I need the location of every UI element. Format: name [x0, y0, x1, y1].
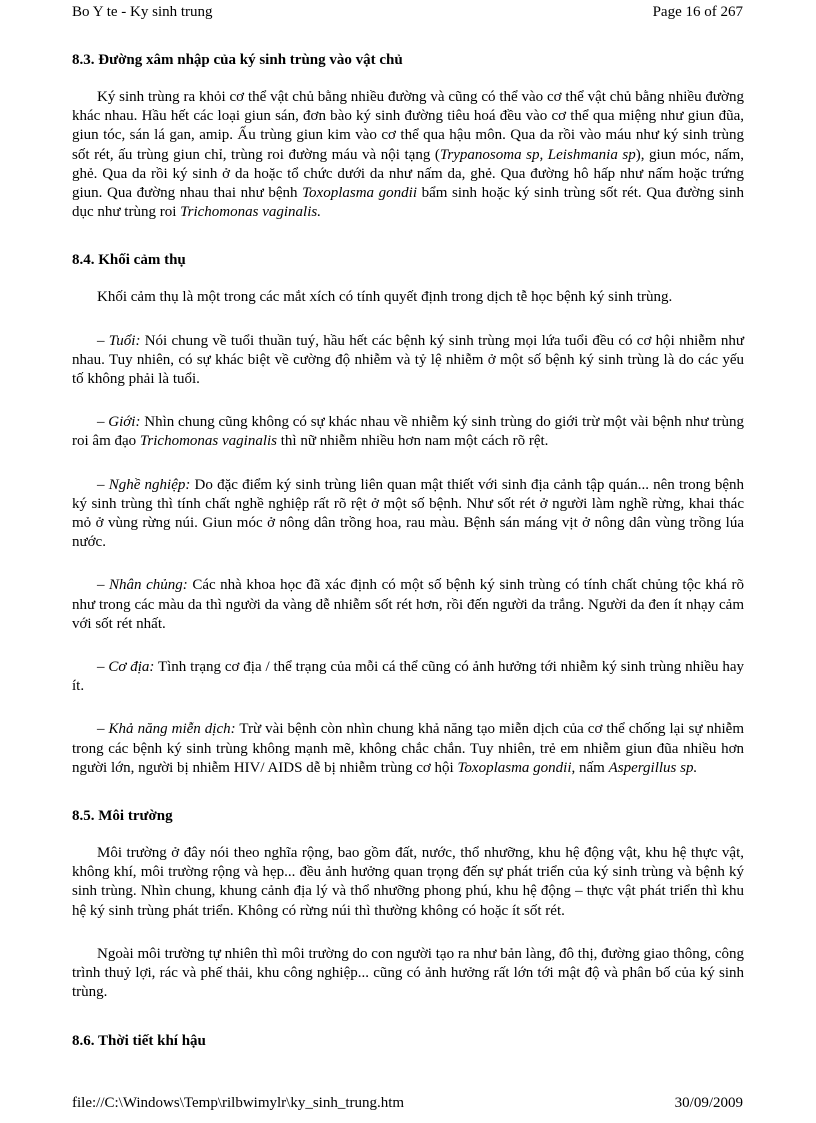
paragraph-immunity: – Khả năng miễn dịch: Trừ vài bệnh còn nhìn chung khả năng tạo miễn dịch của cơ thể chống lại sự nhiễm trong các bệnh ký sinh trùng không mạnh mẽ, không chắc chắn. Tuy nhiên, trẻ em nhiễm giun đũa nhiều hơn người lớn, người bị nhiễm HIV/ AIDS dễ bị nhiễm trùng cơ hội Toxoplasma gondii, nấm Aspergillus sp.	[72, 721, 744, 776]
paragraph-environment-2: Ngoài môi trường tự nhiên thì môi trường do con người tạo ra như bản làng, đô thị, đường giao thông, công trình thuỷ lợi, rác và phế thải, khu công nghiệp... cũng có ảnh hưởng rất lớn tới mật độ và phân bố của ký sinh trùng.	[72, 945, 744, 1001]
heading-8-3: 8.3. Đường xâm nhập của ký sinh trùng vào vật chủ	[72, 52, 403, 68]
paragraph-environment-1: Môi trường ở đây nói theo nghĩa rộng, bao gồm đất, nước, thổ nhưỡng, khu hệ động vật, khu hệ thực vật, không khí, môi trường rộng và hẹp... đều ảnh hưởng quan trọng đến sự phát triển của ký sinh trùng và bệnh ký sinh trùng. Nhìn chung, khung cảnh địa lý và thổ nhưỡng phong phú, khu hệ động – thực vật phát triển thì khu hệ ký sinh trùng phát triển. Không có rừng núi thì thường không có hoặc ít sốt rét.	[72, 845, 744, 919]
paragraph-transmission-routes: Ký sinh trùng ra khỏi cơ thể vật chủ bằng nhiều đường và cũng có thể vào cơ thể vật chủ bằng nhiều đường khác nhau. Hầu hết các loại giun sán, đơn bào ký sinh đường tiêu hoá đều vào cơ thể qua miệng như giun đũa, giun tóc, sán lá gan, amip. Ấu trùng giun kim vào cơ thể qua hậu môn. Qua da rồi vào máu như ký sinh trùng sốt rét, ấu trùng giun chỉ, trùng roi đường máu và nội tạng (Trypanosoma sp, Leishmania sp), giun móc, nấm, ghẻ. Qua da rồi ký sinh ở da hoặc tổ chức dưới da như nấm da, ghẻ. Qua đường hô hấp như nấm hoặc trứng giun. Qua đường nhau thai như bệnh Toxoplasma gondii bẩm sinh hoặc ký sinh trùng sốt rét. Qua đường sinh dục như trùng roi Trichomonas vaginalis.	[72, 89, 745, 221]
heading-8-6: 8.6. Thời tiết khí hậu	[72, 1032, 206, 1049]
footer-file-path: file://C:\Windows\Temp\rilbwimylr\ky_sinh_trung.htm	[72, 1095, 405, 1111]
paragraph-sex: – Giới: Nhìn chung cũng không có sự khác nhau về nhiễm ký sinh trùng do giới trừ một vài bệnh như trùng roi âm đạo Trichomonas vaginalis thì nữ nhiễm nhiều hơn nam một cách rõ rệt.	[72, 414, 745, 450]
heading-8-5: 8.5. Môi trường	[72, 808, 173, 825]
paragraph-race: – Nhân chủng: Các nhà khoa học đã xác định có một số bệnh ký sinh trùng có tính chất chủng tộc khá rõ như trong các màu da thì người da vàng dễ nhiễm sốt rét hơn, rồi đến người da trắng. Người da đen ít nhạy cảm với sốt rét nhất.	[72, 577, 744, 632]
page-number: Page 16 of 267	[652, 4, 743, 20]
document-body	[72, 50, 744, 1051]
paragraph-occupation: – Nghề nghiệp: Do đặc điểm ký sinh trùng liên quan mật thiết với sinh địa cảnh tập quán... nên trong bệnh ký sinh trùng thì tính chất nghề nghiệp rất rõ rệt ở một số bệnh. Như sốt rét ở người làm nghề rừng, khai thác mỏ ở vùng rừng núi. Giun móc ở nông dân trồng hoa, rau màu. Bệnh sán máng vịt ở nông dân vùng trồng lúa nước.	[72, 476, 744, 551]
paragraph-susceptible-intro: Khối cảm thụ là một trong các mắt xích có tính quyết định trong dịch tễ học bệnh ký sinh trùng.	[97, 289, 673, 306]
footer-date: 30/09/2009	[674, 1095, 743, 1111]
paragraph-age: – Tuổi: Nói chung về tuổi thuần tuý, hầu hết các bệnh ký sinh trùng mọi lứa tuổi đều có cơ hội nhiễm như nhau. Tuy nhiên, có sự khác biệt về cường độ nhiễm và tỷ lệ nhiễm ở một số bệnh ký sinh trùng là do các yếu tố không phải là tuổi.	[72, 332, 744, 388]
heading-8-4: 8.4. Khối cảm thụ	[72, 252, 186, 269]
header-title: Bo Y te - Ky sinh trung	[72, 4, 213, 20]
paragraph-constitution: – Cơ địa: Tình trạng cơ địa / thể trạng của mỗi cá thể cũng có ảnh hưởng tới nhiễm ký sinh trùng nhiều hay ít.	[72, 659, 744, 695]
